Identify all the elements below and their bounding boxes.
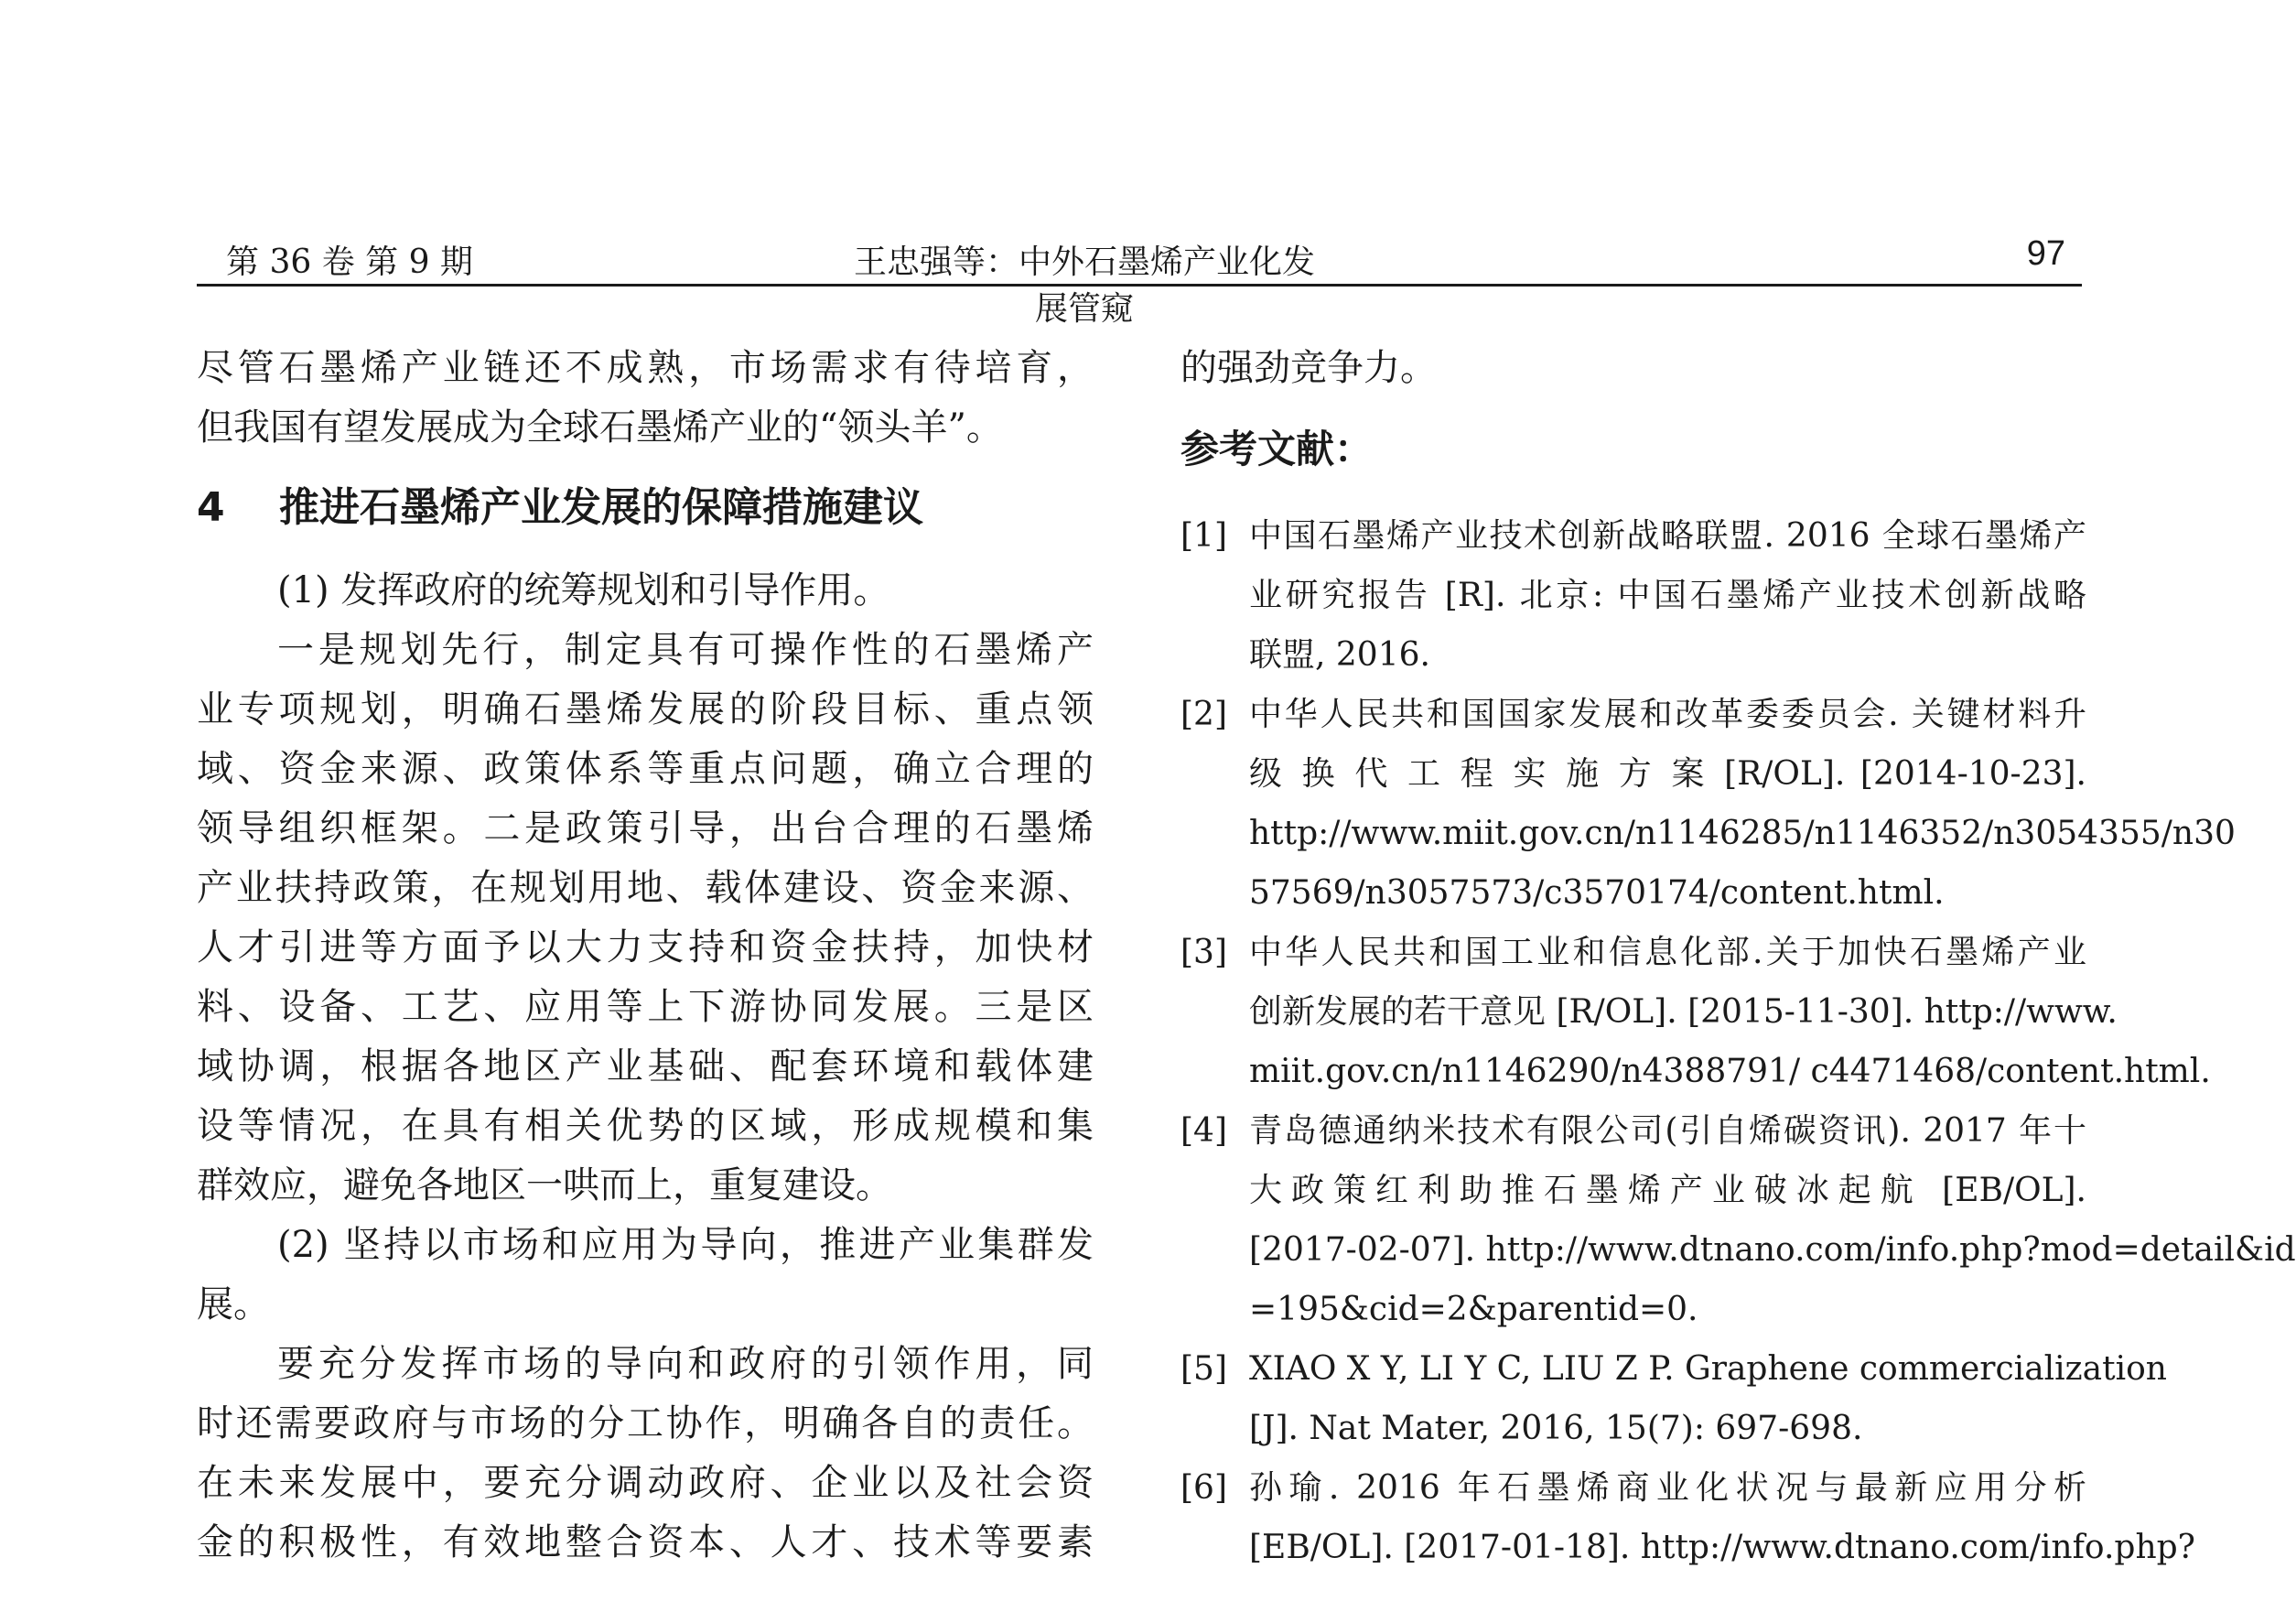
body-line: 金的积极性，有效地整合资本、人才、技术等要素 bbox=[197, 1521, 1094, 1563]
reference-link[interactable]: miit.gov.cn/n1146290/n4388791/ c4471468/content.html. bbox=[1249, 1053, 2211, 1090]
reference-link[interactable]: http://www.miit.gov.cn/n1146285/n1146352/n3054355/n30 bbox=[1249, 815, 2236, 852]
reference-number: [5] bbox=[1180, 1350, 1227, 1388]
subsection-title: (2) 坚持以市场和应用为导向，推进产业集群发 bbox=[277, 1224, 1094, 1266]
body-line: 一是规划先行，制定具有可操作性的石墨烯产 bbox=[277, 629, 1094, 671]
reference-line: 大政策红利助推石墨烯产业破冰起航 [EB/OL]. bbox=[1249, 1172, 2086, 1209]
body-line: 域、资金来源、政策体系等重点问题，确立合理的 bbox=[197, 748, 1094, 790]
reference-line: 联盟, 2016. bbox=[1249, 636, 1430, 674]
body-line: 但我国有望发展成为全球石墨烯产业的“领头羊”。 bbox=[197, 406, 1003, 449]
section-number: 4 bbox=[197, 484, 225, 531]
section-title: 推进石墨烯产业发展的保障措施建议 bbox=[279, 484, 923, 531]
page-number: 97 bbox=[2026, 234, 2065, 273]
article-running-title: 王忠强等：中外石墨烯产业化发展管窥 bbox=[853, 243, 1315, 328]
reference-line: 中华人民共和国工业和信息化部.关于加快石墨烯产业 bbox=[1249, 934, 2086, 971]
section-heading bbox=[197, 469, 1094, 546]
reference-line: 业研究报告 [R]. 北京: 中国石墨烯产业技术创新战略 bbox=[1249, 577, 2086, 614]
body-line: 料、设备、工艺、应用等上下游协同发展。三是区 bbox=[197, 986, 1094, 1028]
right-column bbox=[1180, 339, 2296, 1577]
reference-item bbox=[1180, 1458, 2195, 1577]
body-line: 设等情况，在具有相关优势的区域，形成规模和集 bbox=[197, 1105, 1094, 1147]
reference-item bbox=[1180, 685, 2236, 923]
body-line: 时还需要政府与市场的分工协作，明确各自的责任。 bbox=[197, 1402, 1094, 1444]
reference-item bbox=[1180, 1101, 2296, 1339]
reference-number: [6] bbox=[1180, 1469, 1227, 1507]
references-heading: 参考文献： bbox=[1180, 427, 1374, 471]
reference-line: 孙瑜. 2016 年石墨烯商业化状况与最新应用分析 bbox=[1249, 1469, 2086, 1507]
subsection-title: (1) 发挥政府的统筹规划和引导作用。 bbox=[277, 569, 890, 611]
reference-line: XIAO X Y, LI Y C, LIU Z P. Graphene commercialization bbox=[1249, 1350, 2167, 1388]
subsection-title-cont: 展。 bbox=[197, 1283, 270, 1325]
reference-link[interactable]: =195&cid=2&parentid=0. bbox=[1249, 1291, 1698, 1328]
body-line: 领导组织框架。二是政策引导，出台合理的石墨烯 bbox=[197, 807, 1094, 849]
body-line: 群效应，避免各地区一哄而上，重复建设。 bbox=[197, 1164, 892, 1206]
reference-item bbox=[1180, 506, 2086, 685]
body-line: 尽管石墨烯产业链还不成熟，市场需求有待培育， bbox=[197, 347, 1094, 389]
body-line: 要充分发挥市场的导向和政府的引领作用，同 bbox=[277, 1343, 1094, 1385]
reference-line: 中国石墨烯产业技术创新战略联盟. 2016 全球石墨烯产 bbox=[1249, 517, 2086, 555]
reference-line: 创新发展的若干意见 [R/OL]. [2015-11-30]. http://www. bbox=[1249, 993, 2118, 1031]
reference-line: [EB/OL]. [2017-01-18]. http://www.dtnano.com/info.php? bbox=[1249, 1529, 2195, 1566]
reference-number: [2] bbox=[1180, 696, 1227, 733]
body-line: 的强劲竞争力。 bbox=[1180, 347, 1437, 389]
body-line: 产业扶持政策，在规划用地、载体建设、资金来源、 bbox=[197, 867, 1094, 909]
reference-line: 中华人民共和国国家发展和改革委委员会. 关键材料升 bbox=[1249, 696, 2086, 733]
reference-number: [1] bbox=[1180, 517, 1227, 555]
body-line: 域协调，根据各地区产业基础、配套环境和载体建 bbox=[197, 1045, 1094, 1087]
body-line: 人才引进等方面予以大力支持和资金扶持，加快材 bbox=[197, 926, 1094, 968]
reference-link[interactable]: [2017-02-07]. http://www.dtnano.com/info.php?mod=detail&id bbox=[1249, 1231, 2296, 1269]
body-line: 业专项规划，明确石墨烯发展的阶段目标、重点领 bbox=[197, 688, 1094, 730]
reference-item bbox=[1180, 1339, 2167, 1458]
reference-link[interactable]: 57569/n3057573/c3570174/content.html. bbox=[1249, 874, 1945, 912]
reference-line: 青岛德通纳米技术有限公司(引自烯碳资讯). 2017 年十 bbox=[1249, 1112, 2086, 1150]
body-line: 在未来发展中，要充分调动政府、企业以及社会资 bbox=[197, 1462, 1094, 1504]
reference-number: [3] bbox=[1180, 934, 1227, 971]
running-head bbox=[197, 227, 2082, 328]
reference-number: [4] bbox=[1180, 1112, 1227, 1150]
reference-line: [J]. Nat Mater, 2016, 15(7): 697-698. bbox=[1249, 1410, 1863, 1447]
reference-line: 级 换 代 工 程 实 施 方 案 [R/OL]. [2014-10-23]. bbox=[1249, 755, 2086, 793]
reference-item bbox=[1180, 923, 2211, 1101]
left-column bbox=[197, 339, 1094, 1573]
journal-volume: 第 36 卷 第 9 期 bbox=[226, 243, 473, 281]
